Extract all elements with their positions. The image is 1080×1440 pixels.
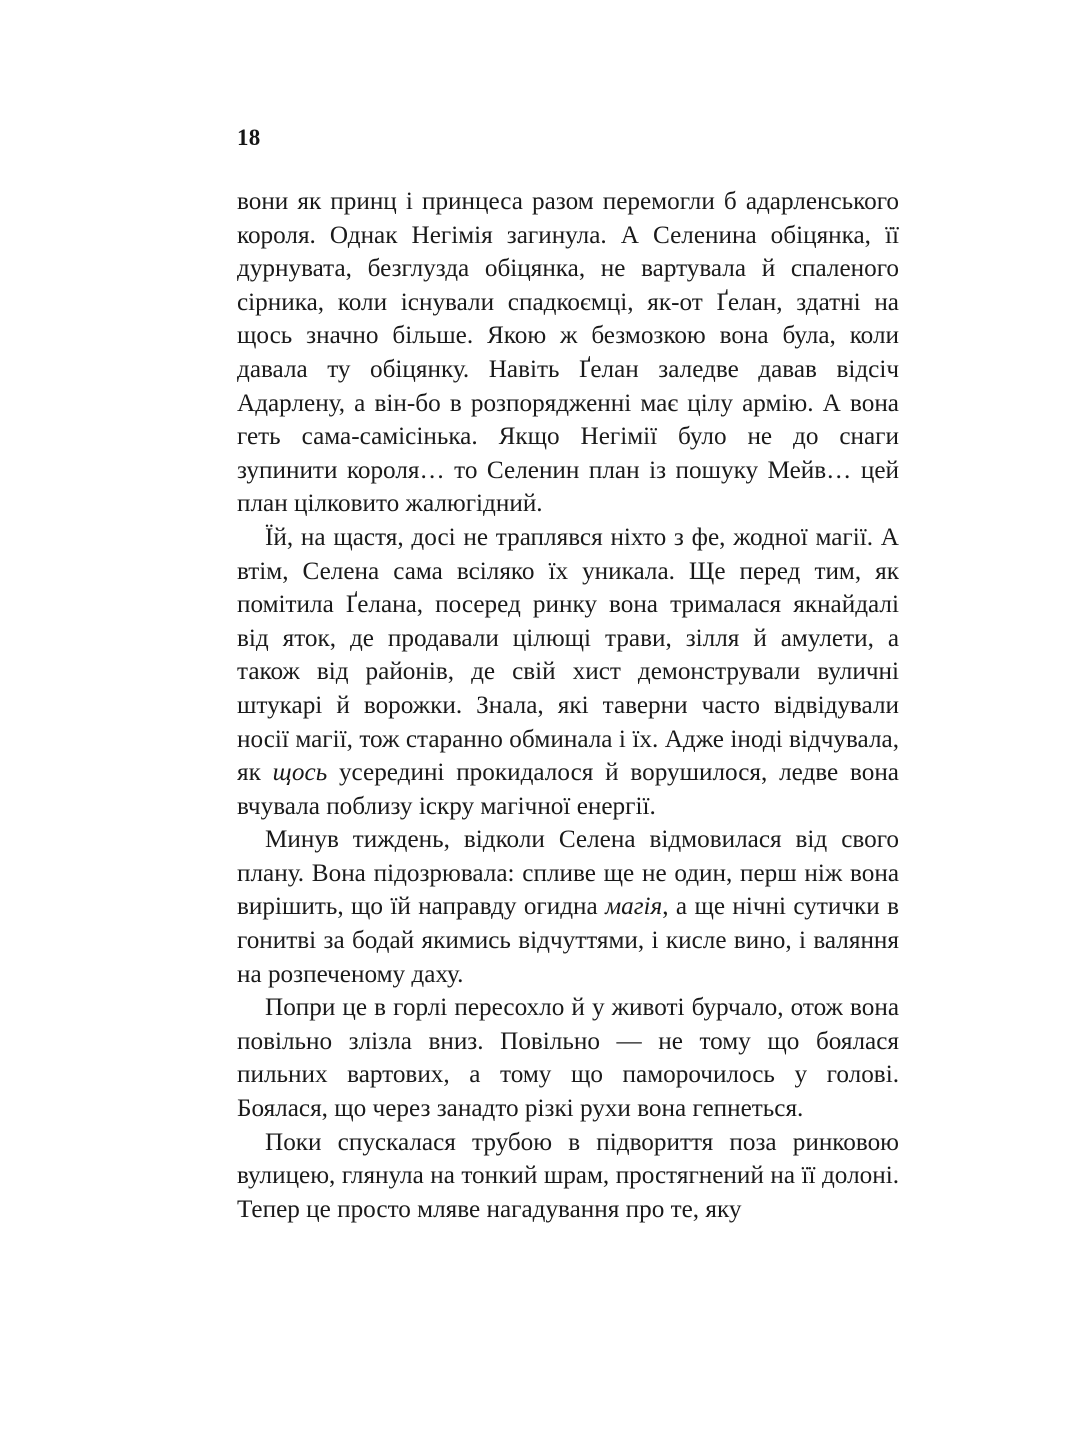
body-paragraph (237, 991, 899, 1125)
body-text-run: , а ще нічні сутички в гонитві за бодай якимись відчуттями, і кисле вино, і валяння на розпеченому даху. (237, 893, 899, 988)
page-number: 18 (237, 125, 261, 150)
body-text-run: Попри це в горлі пересохло й у животі бурчало, отож вона повільно злізла вниз. Повільно — не тому що боялася пильних вартових, а тому що паморочилось у голові. Боялася, що через занадто різкі рухи вона гепнеться. (237, 994, 899, 1123)
emphasis-text: магія (605, 893, 663, 921)
body-text-run: Минув тиждень, відколи Селена відмовилася від свого плану. Вона підозрювала: спливе ще не один, перш ніж вона вирішить, що їй направду огидна (237, 826, 899, 921)
emphasis-text: щось (272, 759, 328, 787)
body-paragraph (237, 823, 899, 991)
body-paragraph (237, 1126, 899, 1227)
body-text-run: усередині прокидалося й ворушилося, ледве вона вчувала поблизу іскру магічної енергії. (237, 759, 899, 820)
body-text-run: Їй, на щастя, досі не траплявся ніхто з фе, жодної магії. А втім, Селена сама всіляко їх уникала. Ще перед тим, як помітила Ґелана, посеред ринку вона трималася якнайдалі від яток, де продавали цілющі трави, зілля й амулети, а також від районів, де свій хист демонстрували вуличні штукарі й ворожки. Знала, які таверни часто відвідували носії магії, тож старанно обминала і їх. Адже іноді відчувала, як (237, 523, 899, 787)
body-paragraph (237, 185, 899, 521)
body-text-run: Поки спускалася трубою в підвориття поза ринковою вулицею, глянула на тонкий шрам, простягнений на її долоні. Тепер це просто мляве нагадування про те, яку (237, 1128, 899, 1223)
body-paragraph (237, 521, 899, 823)
body-text-run: вони як принц і принцеса разом перемогли б адарленського короля. Однак Негімія загинула. А Селенина обіцянка, її дурнувата, безглузда обіцянка, не вартувала й спаленого сірника, коли існували спадкоємці, як‑от Ґелан, здатні на щось значно більше. Якою ж безмозкою вона була, коли давала ту обіцянку. Навіть Ґелан заледве давав відсіч Адарлену, а він‑бо в розпорядженні має цілу армію. А вона геть сама‑самісінька. Якщо Негімії було не до снаги зупинити короля… то Селенин план із пошуку Мейв… цей план цілковито жалюгідний. (237, 188, 899, 518)
body-text-column (237, 185, 899, 1226)
